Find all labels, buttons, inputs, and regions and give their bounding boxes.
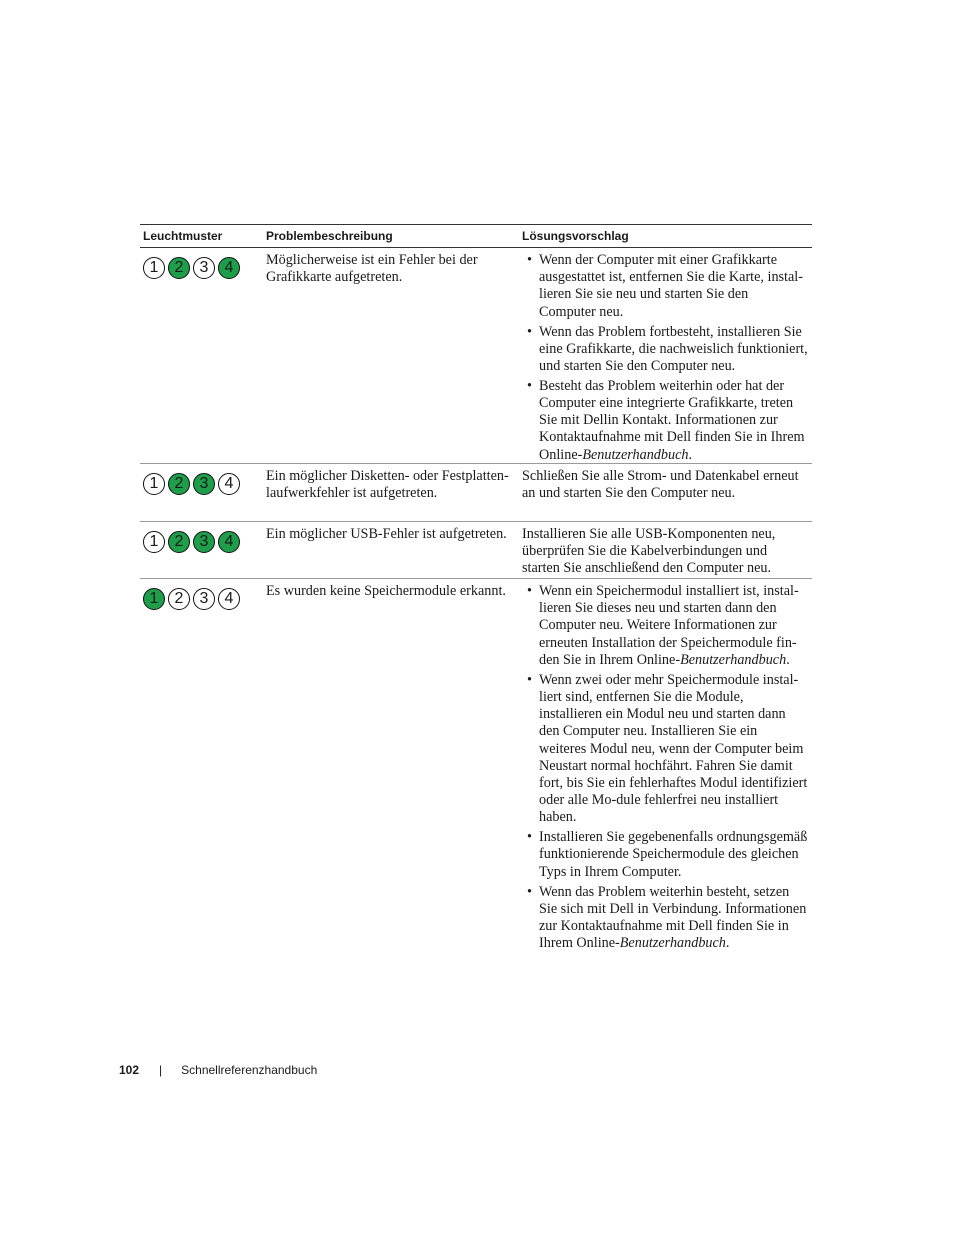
diagnostic-lights	[143, 526, 263, 553]
problem-description: Es wurden keine Speichermodule erkannt.	[266, 583, 506, 599]
footer-separator: |	[159, 1063, 163, 1077]
page-number: 102	[119, 1063, 140, 1077]
solution-list-item	[522, 583, 808, 669]
manual-title: Benutzerhandbuch	[680, 651, 787, 668]
light-pattern-cell	[140, 579, 263, 955]
table-row	[140, 464, 812, 522]
solution-text: Wenn das Problem weiterhin besteht, setzen Sie sich mit Dell in Verbindung. Informationen zur Kontaktaufnahme mit Dell finden Sie in Ihrem Online-	[539, 883, 807, 952]
diagnostic-lights	[143, 468, 263, 495]
solution-list	[522, 583, 808, 952]
solution-text: .	[786, 651, 790, 668]
solution-cell	[519, 579, 812, 955]
table-row	[140, 579, 812, 955]
light-pattern-cell	[140, 464, 263, 521]
solution-text: .	[688, 446, 693, 463]
light-pattern-cell	[140, 522, 263, 578]
solution-list-item	[522, 829, 808, 881]
header-problem-description: Problembeschreibung	[266, 229, 393, 243]
diagnostic-light-3-off: 3	[193, 257, 215, 279]
header-solution: Lösungsvorschlag	[522, 229, 629, 243]
manual-title: Benutzerhandbuch	[582, 446, 689, 463]
header-light-pattern: Leuchtmuster	[143, 229, 223, 243]
diagnostic-light-2-on: 2	[168, 257, 190, 279]
solution-text: Wenn der Computer mit einer Grafikkarte ausgestattet ist, entfernen Sie die Karte, instal-lieren Sie sie neu und starten Sie den Computer neu.	[539, 252, 803, 320]
diagnostic-light-4-off: 4	[218, 588, 240, 610]
table-row	[140, 248, 812, 464]
solution-text: .	[725, 935, 730, 952]
solution-list-item	[522, 884, 808, 953]
solution-text: Schließen Sie alle Strom- und Datenkabel erneut an und starten Sie den Computer neu.	[522, 468, 799, 502]
diagnostic-light-1-off: 1	[143, 257, 165, 279]
solution-text: Installieren Sie gegebenenfalls ordnungsgemäß funktionierende Speichermodule des gleichen Typs in Ihrem Computer.	[539, 829, 808, 880]
solution-list-item	[522, 324, 808, 376]
diagnostic-light-table	[140, 224, 812, 955]
problem-description: Ein möglicher Disketten- oder Festplatten-laufwerkfehler ist aufgetreten.	[266, 468, 509, 502]
solution-text: Besteht das Problem weiterhin oder hat der Computer eine integrierte Grafikkarte, treten Sie mit Dellin Kontakt. Informationen zur Kontaktaufnahme mit Dell finden Sie in Ihrem Online-	[539, 377, 805, 463]
diagnostic-light-1-off: 1	[143, 473, 165, 495]
solution-list-item	[522, 672, 808, 827]
light-pattern-cell	[140, 248, 263, 463]
solution-text: Wenn das Problem fortbesteht, installieren Sie eine Grafikkarte, die nachweislich funktioniert, und starten Sie den Computer neu.	[539, 323, 808, 374]
diagnostic-lights	[143, 252, 263, 279]
diagnostic-light-3-on: 3	[193, 531, 215, 553]
solution-cell	[519, 464, 812, 521]
solution-text: Wenn ein Speichermodul installiert ist, instal-lieren Sie dieses neu und starten dann den Computer neu. Weitere Informationen zur erneuten Installation der Speichermodule fin-den Sie in Ihrem Online-	[539, 583, 799, 668]
solution-list	[522, 252, 808, 464]
diagnostic-light-2-on: 2	[168, 531, 190, 553]
solution-cell	[519, 248, 812, 463]
solution-list-item	[522, 378, 808, 464]
diagnostic-light-4-on: 4	[218, 531, 240, 553]
table-header	[140, 224, 812, 248]
diagnostic-light-3-off: 3	[193, 588, 215, 610]
page-footer	[119, 1063, 317, 1077]
manual-title: Benutzerhandbuch	[619, 935, 726, 952]
problem-description: Ein möglicher USB-Fehler ist aufgetreten.	[266, 526, 507, 542]
diagnostic-light-1-on: 1	[143, 588, 165, 610]
solution-text: Wenn zwei oder mehr Speichermodule instal-liert sind, entfernen Sie die Module, installieren ein Modul neu und starten dann den Computer neu. Installieren Sie ein weiteres Modul neu, wenn der Computer beim Neustart normal hochfährt. Fahren Sie damit fort, bis Sie ein fehlerhaftes Modul identifiziert oder alle Mo-dule fehlerfrei neu installiert haben.	[539, 671, 808, 826]
diagnostic-light-2-off: 2	[168, 588, 190, 610]
solution-list-item	[522, 252, 808, 321]
footer-title: Schnellreferenzhandbuch	[181, 1063, 318, 1077]
table-body	[140, 248, 812, 955]
diagnostic-light-2-on: 2	[168, 473, 190, 495]
diagnostic-light-3-on: 3	[193, 473, 215, 495]
problem-description: Möglicherweise ist ein Fehler bei der Grafikkarte aufgetreten.	[266, 252, 478, 286]
solution-cell	[519, 522, 812, 578]
diagnostic-light-1-off: 1	[143, 531, 165, 553]
table-row	[140, 522, 812, 579]
diagnostic-light-4-off: 4	[218, 473, 240, 495]
diagnostic-lights	[143, 583, 263, 610]
diagnostic-light-4-on: 4	[218, 257, 240, 279]
solution-text: Installieren Sie alle USB-Komponenten neu, überprüfen Sie die Kabelverbindungen und starten Sie anschließend den Computer neu.	[522, 526, 776, 577]
